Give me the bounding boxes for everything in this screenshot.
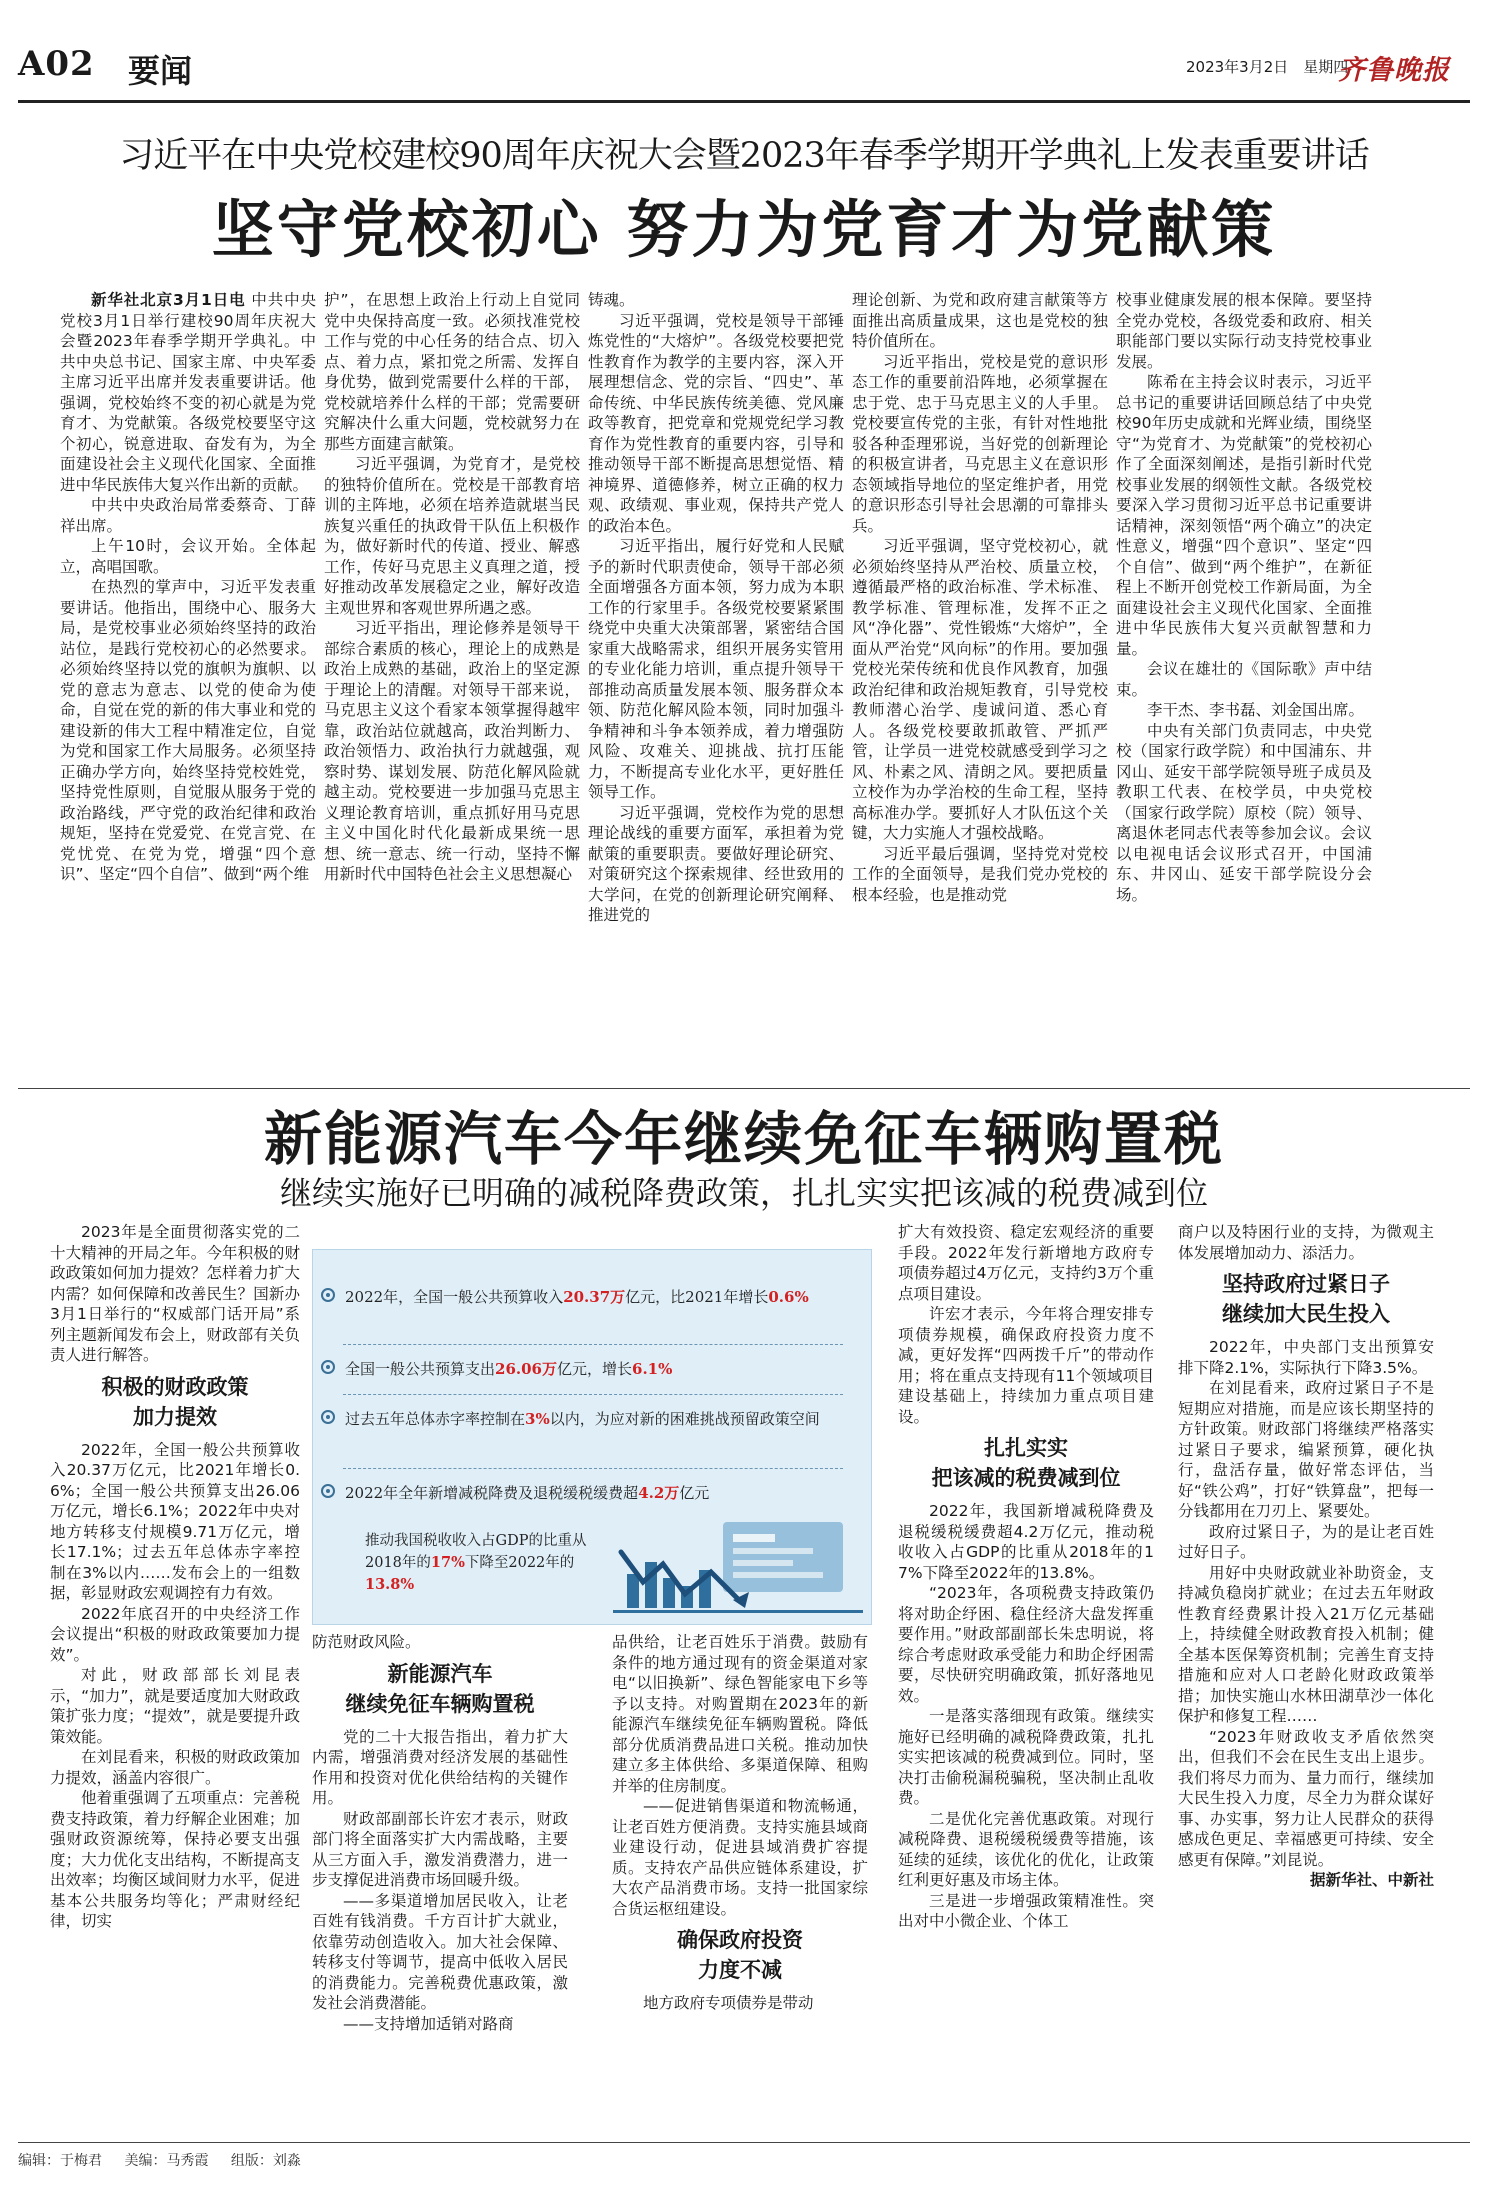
art-editor-credit: 美编：马秀霞 bbox=[124, 2153, 209, 2169]
paragraph: 中共中央党校3月1日举行建校90周年庆祝大会暨2023年春季学期开学典礼。中共中央总书记、国家主席、中央军委主席习近平出席并发表重要讲话。他强调，党校始终不变的初心就是为党育才、为党献策。各级党校要坚守这个初心，锐意进取、奋发有为，为全面建设社会主义现代化国家、全面推进中华民族伟大复兴作出新的贡献。 bbox=[60, 291, 316, 494]
paragraph: 陈希在主持会议时表示，习近平总书记的重要讲话回顾总结了中央党校90年历史成就和光辉业绩，围绕坚守“为党育才、为党献策”的党校初心作了全面深刻阐述，是指引新时代党校事业发展的纲领性文献。各级党校要深入学习贯彻习近平总书记重要讲话精神，深刻领悟“两个确立”的决定性意义，增强“四个意识”、坚定“四个自信”、做到“两个维护”，在新征程上不断开创党校工作新局面，为全面建设社会主义现代化国家、全面推进中华民族伟大复兴贡献智慧和力量。 bbox=[1116, 373, 1372, 658]
footer bbox=[18, 2150, 319, 2170]
paragraph: ——多渠道增加居民收入，让老百姓有钱消费。千方百计扩大就业，依靠劳动创造收入。加大社会保障、转移支付等调节，提高中低收入居民的消费能力。完善税费优惠政策，激发社会消费潜能。 bbox=[312, 1891, 568, 2012]
paragraph: 财政部副部长许宏才表示，财政部门将全面落实扩大内需战略，主要从三方面入手，激发消费潜力，进一步支撑促进消费市场回暖升级。 bbox=[312, 1809, 568, 1889]
divider bbox=[343, 1394, 843, 1395]
bullet-icon bbox=[321, 1484, 335, 1498]
paragraph: “2023年财政收支矛盾依然突出，但我们不会在民生支出上退步。我们将尽力而为、量力而行，继续加大民生投入力度，尽全力为群众谋好事、办实事，努力让人民群众的获得感成色更足、幸福感更可持续、安全感更有保障。”刘昆说。 bbox=[1178, 1727, 1434, 1869]
newspaper-logo: 齐鲁晚报 bbox=[1338, 55, 1450, 86]
paragraph: 二是优化完善优惠政策。对现行减税降费、退税缓税缓费等措施，该延续的延续，该优化的优化，让政策红利更好惠及市场主体。 bbox=[898, 1809, 1154, 1889]
article2-column-3 bbox=[612, 1632, 868, 2142]
tax-chart-icon bbox=[613, 1512, 863, 1622]
subheading: 新能源汽车 继续免征车辆购置税 bbox=[345, 1660, 535, 1716]
section-name: 要闻 bbox=[128, 52, 193, 90]
article1-column-3 bbox=[588, 290, 844, 950]
paragraph: 习近平强调，坚守党校初心，就必须始终坚持从严治校、质量立校，遵循最严格的政治标准、学术标准、教学标准、管理标准，发挥不正之风“净化器”、党性锻炼“大熔炉”，全面从严治党“风向标”的作用。要加强党校光荣传统和优良作风教育，加强政治纪律和政治规矩教育，引导党校教师潜心治学、虔诚问道、悉心育人。各级党校要敢抓敢管、严抓严管，让学员一进党校就感受到学习之风、朴素之风、清朗之风。要把质量立校作为办学治校的生命工程，坚持高标准办学。要抓好人才队伍这个关键，大力实施人才强校战略。 bbox=[852, 537, 1108, 842]
paragraph: 在刘昆看来，积极的财政政策加力提效，涵盖内容很广。 bbox=[50, 1748, 300, 1787]
paragraph: 他着重强调了五项重点：完善税费支持政策，着力纾解企业困难；加强财政资源统筹，保持必要支出强度；大力优化支出结构，不断提高支出效率；均衡区域间财力水平，促进基本公共服务均等化；严肃财经纪律，切实 bbox=[50, 1789, 300, 1930]
paragraph: 对此，财政部部长刘昆表示，“加力”，就是要适度加大财政政策扩张力度；“提效”，就是要提升政策效能。 bbox=[50, 1666, 300, 1746]
infobox-item: 推动我国税收收入占GDP的比重从2018年的17%下降至2022年的13.8% bbox=[365, 1533, 587, 1593]
footer-rule bbox=[18, 2142, 1470, 2143]
paragraph: 2023年是全面贯彻落实党的二十大精神的开局之年。今年积极的财政政策如何加力提效？怎样着力扩大内需？如何保障和改善民生？国新办3月1日举行的“权威部门话开局”系列主题新闻发布会上，财政部有关负责人进行解答。 bbox=[50, 1223, 300, 1364]
paragraph: 习近平强调，党校是领导干部锤炼党性的“大熔炉”。各级党校要把党性教育作为教学的主要内容，深入开展理想信念、党的宗旨、“四史”、革命传统、中华民族传统美德、党风廉政等教育，把党章和党规党纪学习教育作为党性教育的重要内容，引导和推动领导干部不断提高思想觉悟、精神境界、道德修养，树立正确的权力观、政绩观、事业观，保持共产党人的政治本色。 bbox=[588, 311, 844, 535]
paragraph: 习近平强调，党校作为党的思想理论战线的重要方面军，承担着为党献策的重要职责。要做好理论研究、对策研究这个探索规律、经世致用的大学问，在党的创新理论研究阐释、推进党的 bbox=[588, 803, 844, 924]
page-number: A02 bbox=[18, 44, 95, 84]
subheading: 坚持政府过紧日子 继续加大民生投入 bbox=[1222, 1271, 1390, 1326]
editor-credit: 编辑：于梅君 bbox=[18, 2153, 102, 2169]
paragraph: 习近平指出，党校是党的意识形态工作的重要前沿阵地，必须掌握在忠于党、忠于马克思主义的人手里。党校要宣传党的主张，有针对性地批驳各种歪理邪说，当好党的创新理论的积极宣讲者，马克思主义在意识形态领域指导地位的坚定维护者，用党的意识形态引导社会思潮的可靠排头兵。 bbox=[852, 352, 1108, 535]
paragraph: 护”，在思想上政治上行动上自觉同党中央保持高度一致。必须找准党校工作与党的中心任务的结合点、切入点、着力点，紧扣党之所需、发挥自身优势，做到党需要什么样的干部，党校就培养什么样的干部；党需要研究解决什么重大问题，党校就努力在那些方面建言献策。 bbox=[324, 291, 580, 453]
paragraph: 铸魂。 bbox=[588, 291, 635, 309]
paragraph: 2022年底召开的中央经济工作会议提出“积极的财政政策要加力提效”。 bbox=[50, 1604, 300, 1664]
paragraph: 中共中央政治局常委蔡奇、丁薛祥出席。 bbox=[60, 496, 316, 535]
paragraph: 一是落实落细现有政策。继续实施好已经明确的减税降费政策，扎扎实实把该减的税费减到位。同时，坚决打击偷税漏税骗税，坚决制止乱收费。 bbox=[898, 1707, 1154, 1807]
article2-column-4 bbox=[898, 1222, 1154, 2142]
paragraph: 在热烈的掌声中，习近平发表重要讲话。他指出，围绕中心、服务大局，是党校事业必须始终坚持的政治站位，是践行党校初心的必然要求。必须始终坚持以党的旗帜为旗帜、以党的意志为意志、以党的使命为使命，自觉在党的新的伟大事业和党的建设新的伟大工程中精准定位，自觉为党和国家工作大局服务。必须坚持正确办学方向，始终坚持党校姓党，坚持党性原则，自觉服从服务于党的政治路线，严守党的政治纪律和政治规矩，坚持在党爱党、在党言党、在党忧党、在党为党，增强“四个意识”、坚定“四个自信”、做到“两个维 bbox=[60, 578, 316, 883]
subheading: 扎扎实实 把该减的税费减到位 bbox=[931, 1435, 1121, 1490]
paragraph: 地方政府专项债券是带动 bbox=[643, 1994, 814, 2012]
paragraph: 理论创新、为党和政府建言献策等方面推出高质量成果，这也是党校的独特价值所在。 bbox=[852, 291, 1108, 350]
paragraph: 扩大有效投资、稳定宏观经济的重要手段。2022年发行新增地方政府专项债券超过4万亿元，支持约3万个重点项目建设。 bbox=[898, 1223, 1154, 1303]
paragraph: 校事业健康发展的根本保障。要坚持全党办党校，各级党委和政府、相关职能部门要以实际行动支持党校事业发展。 bbox=[1116, 291, 1372, 371]
article1-title: 坚守党校初心 努力为党育才为党献策 bbox=[211, 193, 1277, 266]
paragraph: 上午10时，会议开始。全体起立，高唱国歌。 bbox=[60, 537, 316, 576]
subheading: 积极的财政政策 加力提效 bbox=[101, 1373, 249, 1429]
paragraph: 习近平指出，履行好党和人民赋予的新时代职责使命，领导干部必须全面增强各方面本领，努力成为本职工作的行家里手。各级党校要紧紧围绕党中央重大决策部署，紧密结合国家重大战略需求，组织开展务实管用的专业化能力培训，重点提升领导干部推动高质量发展本领、服务群众本领、防范化解风险本领，同时加强斗争精神和斗争本领养成，着力增强防风险、攻难关、迎挑战、抗打压能力，不断提高专业化水平，更好胜任领导工作。 bbox=[588, 537, 844, 801]
bullet-icon bbox=[321, 1360, 335, 1374]
bullet-icon bbox=[321, 1288, 335, 1302]
article2-subtitle: 继续实施好已明确的减税降费政策，扎扎实实把该减的税费减到位 bbox=[279, 1174, 1208, 1212]
paragraph: 2022年，全国一般公共预算收入20.37万亿元，比2021年增长0.6%；全国一般公共预算支出26.06万亿元，增长6.1%；2022年中央对地方转移支付规模9.71万亿元，增长17.1%；过去五年总体赤字率控制在3%以内……发布会上的一组数据，彰显财政宏观调控有力有效。 bbox=[50, 1440, 300, 1602]
paragraph: 李干杰、李书磊、刘金国出席。 bbox=[1147, 701, 1365, 719]
article1-column-2 bbox=[324, 290, 580, 950]
divider bbox=[343, 1468, 843, 1469]
infobox-item: 2022年，全国一般公共预算收入20.37万亿元，比2021年增长0.6% bbox=[343, 1286, 833, 1308]
paragraph: 习近平指出，理论修养是领导干部综合素质的核心，理论上的成熟是政治上成熟的基础，政治上的坚定源于理论上的清醒。对领导干部来说，马克思主义这个看家本领掌握得越牢靠，政治站位就越高，政治判断力、政治领悟力、政治执行力就越强，观察时势、谋划发展、防范化解风险就越主动。党校要进一步加强马克思主义理论教育培训，重点抓好用马克思主义中国化时代化最新成果统一思想、统一意志、统一行动，坚持不懈用新时代中国特色社会主义思想凝心 bbox=[324, 619, 580, 883]
paragraph: 政府过紧日子，为的是让老百姓过好日子。 bbox=[1178, 1522, 1434, 1561]
article1-column-4 bbox=[852, 290, 1108, 950]
paragraph: 习近平最后强调，坚持党对党校工作的全面领导，是我们党办党校的根本经验，也是推动党 bbox=[852, 844, 1108, 904]
subheading: 确保政府投资 力度不减 bbox=[677, 1927, 803, 1982]
paragraph: 品供给，让老百姓乐于消费。鼓励有条件的地方通过现有的资金渠道对家电“以旧换新”、绿色智能家电下乡等予以支持。对购置期在2023年的新能源汽车继续免征车辆购置税。降低部分优质消费品进口关税。推动加快建立多主体供给、多渠道保障、租购并举的住房制度。 bbox=[612, 1633, 868, 1795]
paragraph: “2023年，各项税费支持政策仍将对助企纾困、稳住经济大盘发挥重要作用。”财政部副部长朱忠明说，将综合考虑财政承受能力和助企纾困需要，尽快研究明确政策，抓好落地见效。 bbox=[898, 1584, 1154, 1705]
layout-credit: 组版：刘淼 bbox=[230, 2153, 301, 2169]
paragraph: 商户以及特困行业的支持，为微观主体发展增加动力、添活力。 bbox=[1178, 1223, 1434, 1262]
masthead-rule bbox=[18, 100, 1470, 103]
paragraph: 防范财政风险。 bbox=[312, 1633, 421, 1651]
article1-column-5 bbox=[1116, 290, 1372, 950]
infobox-item: 2022年全年新增减税降费及退税缓税缓费超4.2万亿元 bbox=[343, 1482, 833, 1504]
article-separator bbox=[18, 1088, 1470, 1089]
article2-column-5 bbox=[1178, 1222, 1434, 2142]
divider bbox=[343, 1344, 843, 1345]
paragraph: 党的二十大报告指出，着力扩大内需，增强消费对经济发展的基础性作用和投资对优化供给结构的关键作用。 bbox=[312, 1727, 568, 1807]
dateline: 新华社北京3月1日电 bbox=[91, 291, 246, 309]
article2-title: 新能源汽车今年继续免征车辆购置税 bbox=[263, 1105, 1224, 1173]
paragraph: 会议在雄壮的《国际歌》声中结束。 bbox=[1116, 660, 1372, 699]
article1-column-1 bbox=[60, 290, 316, 950]
article1-subtitle: 习近平在中央党校建校90周年庆祝大会暨2023年春季学期开学典礼上发表重要讲话 bbox=[119, 136, 1369, 176]
masthead bbox=[18, 40, 1470, 100]
paragraph: 2022年，我国新增减税降费及退税缓税缓费超4.2万亿元，推动税收收入占GDP的比重从2018年的17%下降至2022年的13.8%。 bbox=[898, 1502, 1154, 1582]
paragraph: 三是进一步增强政策精准性。突出对中小微企业、个体工 bbox=[898, 1891, 1154, 1930]
paragraph: 中央有关部门负责同志，中央党校（国家行政学院）和中国浦东、井冈山、延安干部学院领导班子成员及教职工代表、在校学员，中央党校（国家行政学院）原校（院）领导、离退休老同志代表等参加会议。会议以电视电话会议形式召开，中国浦东、井冈山、延安干部学院设分会场。 bbox=[1116, 721, 1372, 904]
paragraph: 许宏才表示，今年将合理安排专项债券规模，确保政府投资力度不减，更好发挥“四两拨千斤”的带动作用；将在重点支持现有11个领域项目建设基础上，持续加力重点项目建设。 bbox=[898, 1305, 1154, 1426]
paragraph: 用好中央财政就业补助资金，支持减负稳岗扩就业；在过去五年财政性教育经费累计投入21万亿元基础上，持续健全财政教育投入机制；健全基本医保筹资机制；完善生育支持措施和应对人口老龄化财政政策举措；加快实施山水林田湖草沙一体化保护和修复工程…… bbox=[1178, 1563, 1434, 1725]
paragraph: 2022年，中央部门支出预算安排下降2.1%，实际执行下降3.5%。 bbox=[1178, 1338, 1434, 1377]
data-infobox bbox=[312, 1249, 872, 1625]
infobox-item: 过去五年总体赤字率控制在3%以内，为应对新的困难挑战预留政策空间 bbox=[343, 1408, 833, 1430]
infobox-item: 全国一般公共预算支出26.06万亿元，增长6.1% bbox=[343, 1358, 833, 1380]
article2-column-1 bbox=[50, 1222, 300, 2142]
bullet-icon bbox=[321, 1410, 335, 1424]
source-credit: 据新华社、中新社 bbox=[1309, 1871, 1434, 1889]
paragraph: ——支持增加适销对路商 bbox=[343, 2014, 514, 2033]
issue-date: 2023年3月2日 星期四 bbox=[1186, 58, 1349, 76]
paragraph: 在刘昆看来，政府过紧日子不是短期应对措施，而是应该长期坚持的方针政策。财政部门将继续严格落实过紧日子要求，编紧预算，硬化执行，盘活存量，做好常态评估，当好“铁公鸡”，打好“铁算盘”，把每一分钱都用在刀刃上、紧要处。 bbox=[1178, 1379, 1434, 1520]
paragraph: 习近平强调，为党育才，是党校的独特价值所在。党校是干部教育培训的主阵地，必须在培养造就堪当民族复兴重任的执政骨干队伍上积极作为，做好新时代的传道、授业、解惑工作，传好马克思主义真理之道，授好推动改革发展稳定之业，解好改造主观世界和客观世界所遇之惑。 bbox=[324, 455, 580, 617]
article2-column-2 bbox=[312, 1632, 568, 2142]
paragraph: ——促进销售渠道和物流畅通，让老百姓方便消费。支持实施县域商业建设行动，促进县域消费扩容提质。支持农产品供应链体系建设，扩大农产品消费市场。支持一批国家综合货运枢纽建设。 bbox=[612, 1797, 868, 1918]
